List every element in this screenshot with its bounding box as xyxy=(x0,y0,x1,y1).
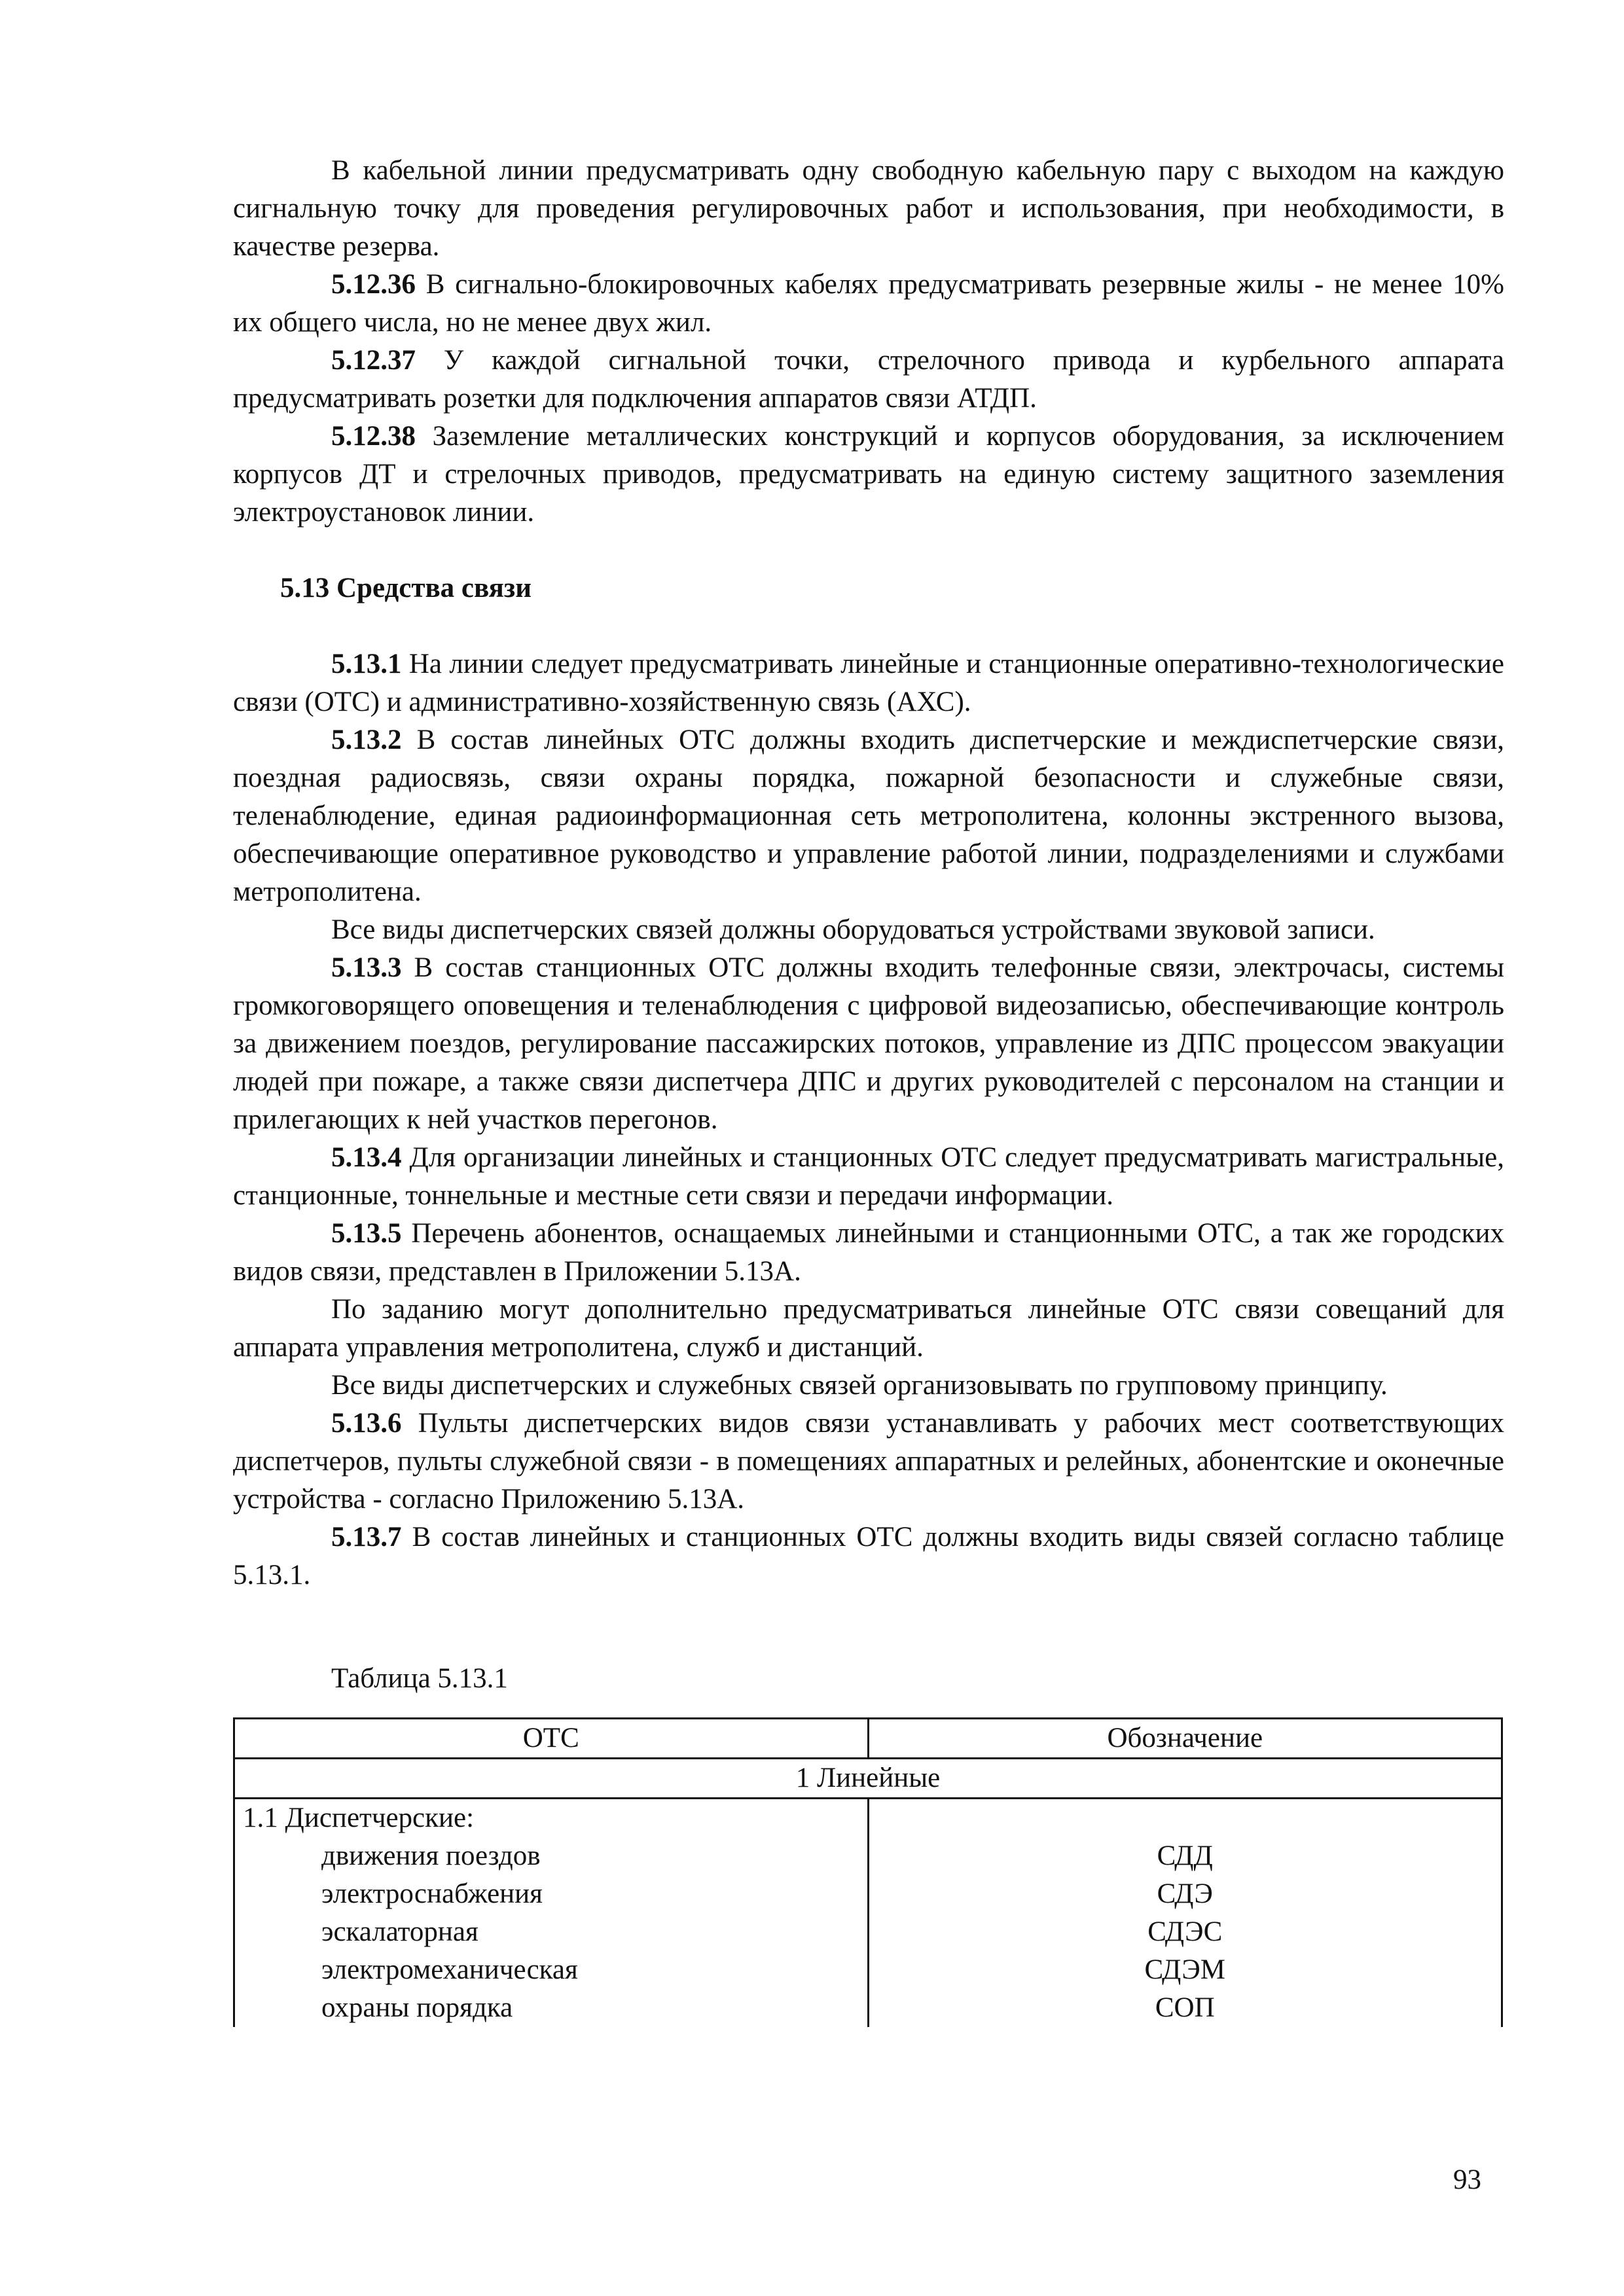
table-row xyxy=(234,1799,1502,2028)
paragraph xyxy=(233,1518,1504,1594)
row-code: СДЭС xyxy=(1147,1916,1223,1947)
paragraph-text: Перечень абонентов, оснащаемых линейными и станционными ОТС, а так же городских видов связи, представлен в Приложении 5.13А. xyxy=(233,1218,1504,1287)
table-caption: Таблица 5.13.1 xyxy=(331,1663,508,1694)
paragraph xyxy=(233,1215,1504,1291)
table-cell-codes xyxy=(868,1799,1502,2028)
clause-number: 5.13.5 xyxy=(331,1218,402,1249)
paragraph xyxy=(233,1405,1504,1518)
paragraph xyxy=(233,1139,1504,1215)
paragraph-text: В состав станционных ОТС должны входить телефонные связи, электрочасы, системы громкоговорящего оповещения и теленаблюдения с цифровой видеозаписью, обеспечивающие контроль за движением поездов, регулирование пассажирских потоков, управление из ДПС процессом эвакуации людей при пожаре, а также связи диспетчера ДПС и других руководителей с персоналом на станции и прилегающих к ней участков перегонов. xyxy=(233,952,1505,1135)
row-code: СДЭ xyxy=(1157,1878,1213,1909)
paragraph xyxy=(233,721,1504,911)
paragraph-text: Для организации линейных и станционных ОТС следует предусматривать магистральные, станционные, тоннельные и местные сети связи и передачи информации. xyxy=(233,1142,1505,1211)
code-spacer xyxy=(877,1799,1494,1837)
page-content xyxy=(233,152,1504,2027)
paragraph-text: Заземление металлических конструкций и корпусов оборудования, за исключением корпусов ДТ и стрелочных приводов, предусматривать на единую систему защитного заземления электроустановок линии. xyxy=(233,421,1505,528)
row-name: эскалаторная xyxy=(321,1916,478,1947)
subgroup-label: 1.1 Диспетчерские: xyxy=(243,1803,475,1833)
clause-number: 5.12.37 xyxy=(331,345,416,376)
paragraph xyxy=(233,1291,1504,1367)
paragraph xyxy=(233,418,1504,531)
row-name: охраны порядка xyxy=(321,1992,513,2023)
paragraph-text: Пульты диспетчерских видов связи устанавливать у рабочих мест соответствующих диспетчеров, пульты служебной связи - в помещениях аппаратных и релейных, абонентские и оконечные устройства - согласно Приложению 5.13А. xyxy=(233,1408,1504,1515)
paragraph-text: В кабельной линии предусматривать одну свободную кабельную пару с выходом на каждую сигнальную точку для проведения регулировочных работ и использования, при необходимости, в качестве резерва. xyxy=(233,155,1504,262)
paragraph-text: У каждой сигнальной точки, стрелочного привода и курбельного аппарата предусматривать розетки для подключения аппаратов связи АТДП. xyxy=(233,345,1504,414)
otc-table xyxy=(233,1717,1503,2027)
table-header-cell: Обозначение xyxy=(868,1719,1502,1759)
paragraph-text: На линии следует предусматривать линейные и станционные оперативно-технологические связи (ОТС) и административно-хозяйственную связь (АХС). xyxy=(233,649,1504,717)
paragraph xyxy=(233,152,1504,266)
paragraph xyxy=(233,645,1504,721)
row-name: электроснабжения xyxy=(321,1878,543,1909)
clause-number: 5.13.2 xyxy=(331,725,402,755)
row-code: СДЭМ xyxy=(1144,1954,1226,1985)
page-number: 93 xyxy=(1453,2164,1481,2195)
paragraph xyxy=(233,342,1504,418)
row-code: СДД xyxy=(1157,1840,1213,1871)
paragraph-text: В состав линейных ОТС должны входить диспетчерские и междиспетчерские связи, поездная радиосвязь, связи охраны порядка, пожарной безопасности и служебные связи, теленаблюдение, единая радиоинформационная сеть метрополитена, колонны экстренного вызова, обеспечивающие оперативное руководство и управление работой линии, подразделениями и службами метрополитена. xyxy=(233,725,1505,907)
paragraph-text: В сигнально-блокировочных кабелях предусматривать резервные жилы - не менее 10% их общего числа, но не менее двух жил. xyxy=(233,269,1505,338)
clause-number: 5.12.36 xyxy=(331,269,416,300)
row-name: электромеханическая xyxy=(321,1954,578,1985)
paragraph xyxy=(233,266,1504,342)
section-title: 5.13 Средства связи xyxy=(280,573,532,603)
table-group-row xyxy=(234,1759,1502,1799)
clause-number: 5.13.3 xyxy=(331,952,402,983)
table-group-cell: 1 Линейные xyxy=(234,1759,1502,1799)
paragraph-text: Все виды диспетчерских и служебных связей организовывать по групповому принципу. xyxy=(331,1370,1388,1401)
paragraph xyxy=(233,1367,1504,1405)
clause-number: 5.13.6 xyxy=(331,1408,402,1439)
table-header-row xyxy=(234,1719,1502,1759)
paragraph-text: Все виды диспетчерских связей должны оборудоваться устройствами звуковой записи. xyxy=(331,914,1375,945)
paragraph-text: В состав линейных и станционных ОТС должны входить виды связей согласно таблице 5.13.1. xyxy=(233,1522,1504,1590)
paragraph xyxy=(233,949,1504,1139)
paragraph xyxy=(233,911,1504,949)
clause-number: 5.13.7 xyxy=(331,1522,402,1552)
row-name: движения поездов xyxy=(321,1840,541,1871)
table-cell-names xyxy=(234,1799,869,2028)
clause-number: 5.12.38 xyxy=(331,421,416,452)
clause-number: 5.13.1 xyxy=(331,649,402,679)
clause-number: 5.13.4 xyxy=(331,1142,402,1173)
paragraph-text: По заданию могут дополнительно предусматриваться линейные ОТС связи совещаний для аппарата управления метрополитена, служб и дистанций. xyxy=(233,1294,1504,1363)
row-code: СОП xyxy=(1155,1992,1215,2023)
table-header-cell: ОТС xyxy=(234,1719,869,1759)
